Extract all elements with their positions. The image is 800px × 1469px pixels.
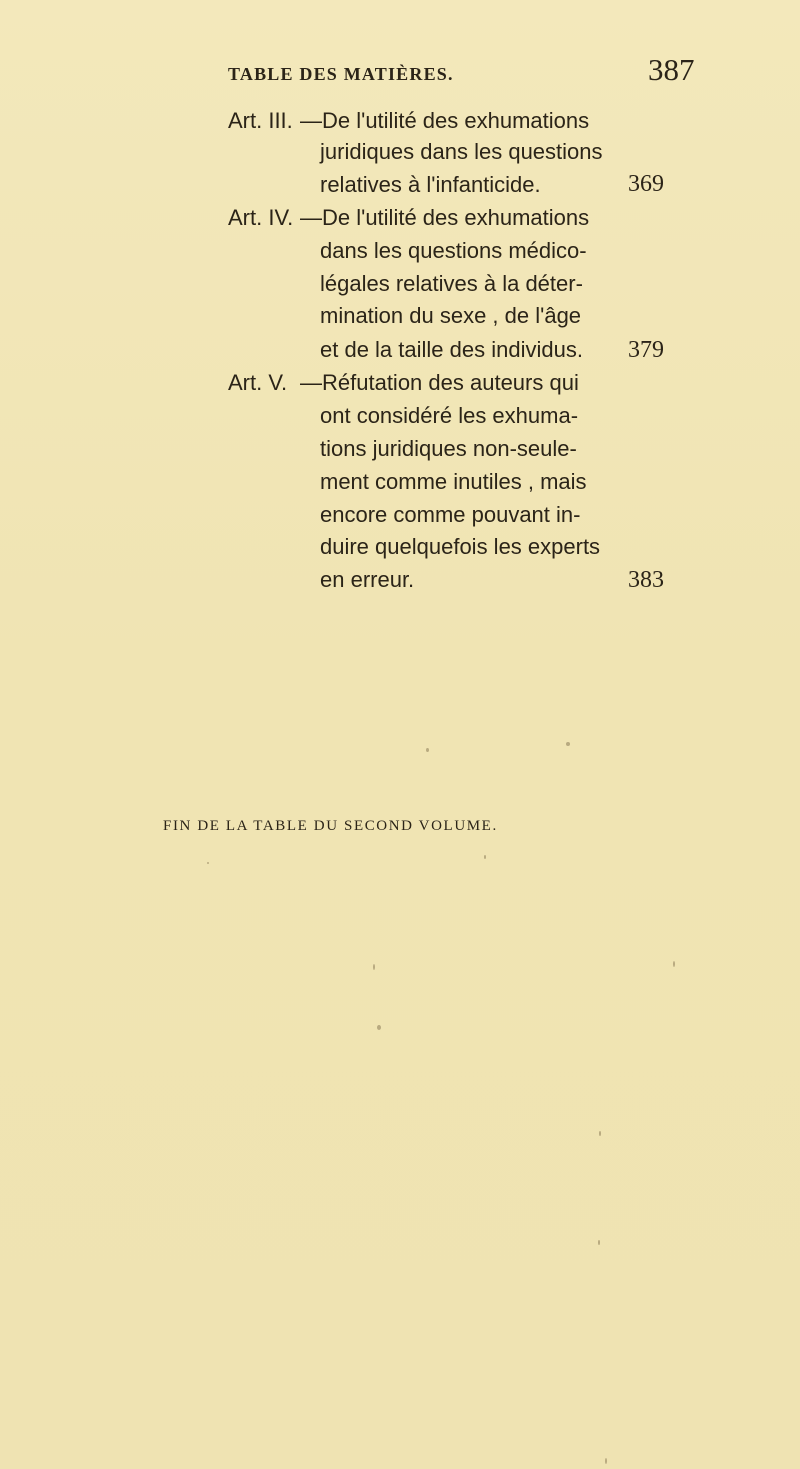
entry-line: tions juridiques non-seule- <box>320 436 577 461</box>
paper-speck <box>377 1025 381 1030</box>
entry-page-number: 383 <box>628 567 664 593</box>
entry-page-number: 369 <box>628 171 664 197</box>
entry-label: Art. IV. <box>228 205 294 230</box>
entry-line: et de la taille des individus. <box>320 337 583 362</box>
entry-label: Art. III. <box>228 108 293 133</box>
entry-line: encore comme pouvant in- <box>320 502 581 527</box>
paper-speck <box>373 964 375 970</box>
entry-line: —De l'utilité des exhumations <box>300 108 590 133</box>
paper-speck <box>566 742 570 746</box>
entry-label: Art. V. <box>228 370 288 395</box>
paper-speck <box>599 1131 601 1136</box>
entry-line: ont considéré les exhuma- <box>320 403 579 428</box>
entry-line: relatives à l'infanticide. <box>320 172 541 197</box>
entry-line: —Réfutation des auteurs qui <box>300 370 579 395</box>
end-of-table-note: FIN DE LA TABLE DU SECOND VOLUME. <box>163 818 498 834</box>
paper-speck <box>207 862 209 864</box>
paper-speck <box>673 961 675 967</box>
entry-line: dans les questions médico- <box>320 238 587 263</box>
paper-speck <box>598 1240 600 1245</box>
entry-line: ment comme inutiles , mais <box>320 469 587 494</box>
entry-line: duire quelquefois les experts <box>320 534 601 559</box>
running-header-title: TABLE DES MATIÈRES. <box>228 64 454 84</box>
entry-line: juridiques dans les questions <box>320 139 603 164</box>
page-number: 387 <box>648 52 695 87</box>
paper-speck <box>605 1458 607 1464</box>
entry-line: —De l'utilité des exhumations <box>300 205 590 230</box>
entry-line: légales relatives à la déter- <box>320 271 583 296</box>
entry-line: mination du sexe , de l'âge <box>320 303 582 328</box>
entry-page-number: 379 <box>628 337 664 363</box>
paper-speck <box>484 855 486 859</box>
entry-line: en erreur. <box>320 567 415 592</box>
paper-speck <box>426 748 429 752</box>
